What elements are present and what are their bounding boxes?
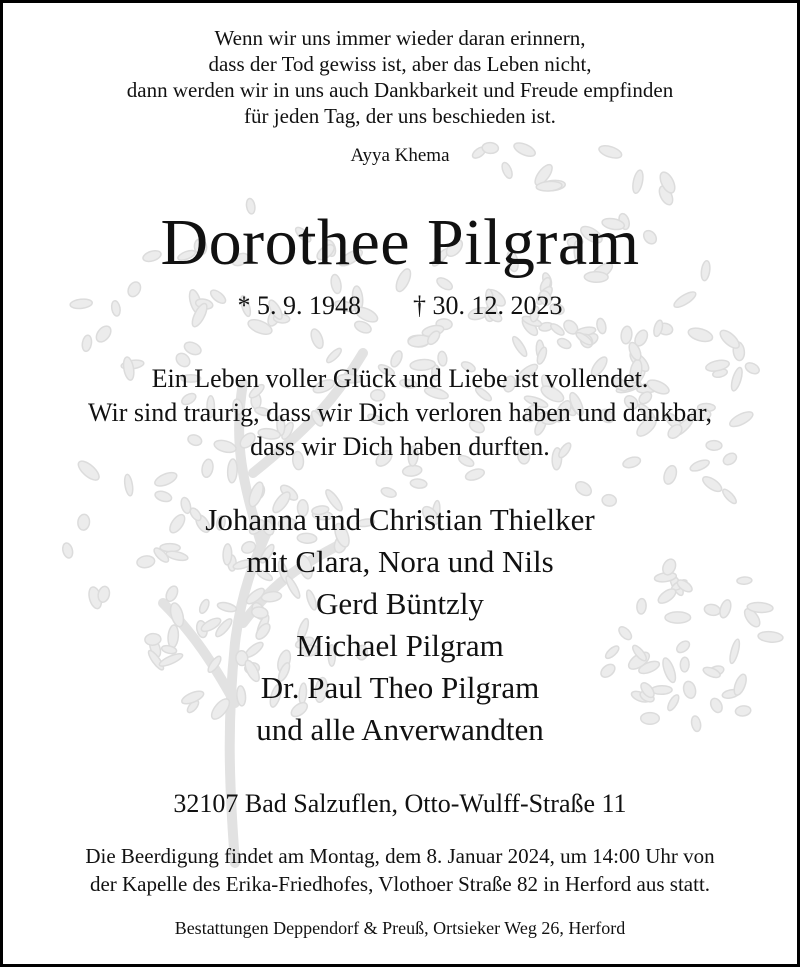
leaf-decoration <box>464 467 485 482</box>
leaf-decoration <box>573 479 594 498</box>
leaf-decoration <box>687 326 714 344</box>
mourner: Dr. Paul Theo Pilgram <box>260 670 540 705</box>
leaf-decoration <box>153 470 179 489</box>
leaf-decoration <box>309 327 326 350</box>
farewell-message <box>3 362 797 464</box>
death-date: † 30. 12. 2023 <box>413 291 563 320</box>
poem-line: Wenn wir uns immer wieder daran erinnern, <box>214 26 586 50</box>
mourner: und alle Anverwandten <box>256 712 544 747</box>
leaf-decoration <box>717 327 742 351</box>
life-dates <box>3 291 797 321</box>
leaf-decoration <box>93 323 113 344</box>
mourners-list <box>3 499 797 751</box>
birth-date: * 5. 9. 1948 <box>237 291 361 320</box>
poem-line: für jeden Tag, der uns beschieden ist. <box>244 104 556 128</box>
funeral-line: Die Beerdigung findet am Montag, dem 8. Januar 2024, um 14:00 Uhr von <box>85 844 715 868</box>
mourner: mit Clara, Nora und Nils <box>246 544 554 579</box>
leaf-decoration <box>662 464 679 486</box>
leaf-decoration <box>510 335 529 358</box>
mourner: Michael Pilgram <box>296 628 504 663</box>
mourner: Gerd Büntzly <box>316 586 484 621</box>
leaf-decoration <box>380 486 397 499</box>
leaf-decoration <box>410 478 427 489</box>
leaf-decoration <box>123 474 134 496</box>
undertaker: Bestattungen Deppendorf & Preuß, Ortsieker Weg 26, Herford <box>174 918 626 938</box>
deceased-name: Dorothee Pilgram <box>160 206 640 279</box>
leaf-decoration <box>700 474 723 494</box>
funeral-info <box>3 842 797 898</box>
message-line: Ein Leben voller Glück und Liebe ist vollendet. <box>151 364 649 393</box>
leaf-decoration <box>631 169 645 194</box>
mourner: Johanna und Christian Thielker <box>205 502 595 537</box>
funeral-line: der Kapelle des Erika-Friedhofes, Vlothoer Straße 82 in Herford aus statt. <box>89 872 711 896</box>
poem-line: dass der Tod gewiss ist, aber das Leben nicht, <box>208 52 592 76</box>
message-line: Wir sind traurig, dass wir Dich verloren haben und dankbar, <box>88 398 712 427</box>
address: 32107 Bad Salzuflen, Otto-Wulff-Straße 11 <box>173 789 627 818</box>
message-line: dass wir Dich haben durften. <box>250 432 550 461</box>
poem <box>3 25 797 129</box>
leaf-decoration <box>556 337 573 351</box>
leaf-decoration <box>81 335 92 352</box>
poem-line: dann werden wir in uns auch Dankbarkeit und Freude empfinden <box>126 78 674 102</box>
leaf-decoration <box>620 326 633 345</box>
poem-author: Ayya Khema <box>350 145 450 166</box>
